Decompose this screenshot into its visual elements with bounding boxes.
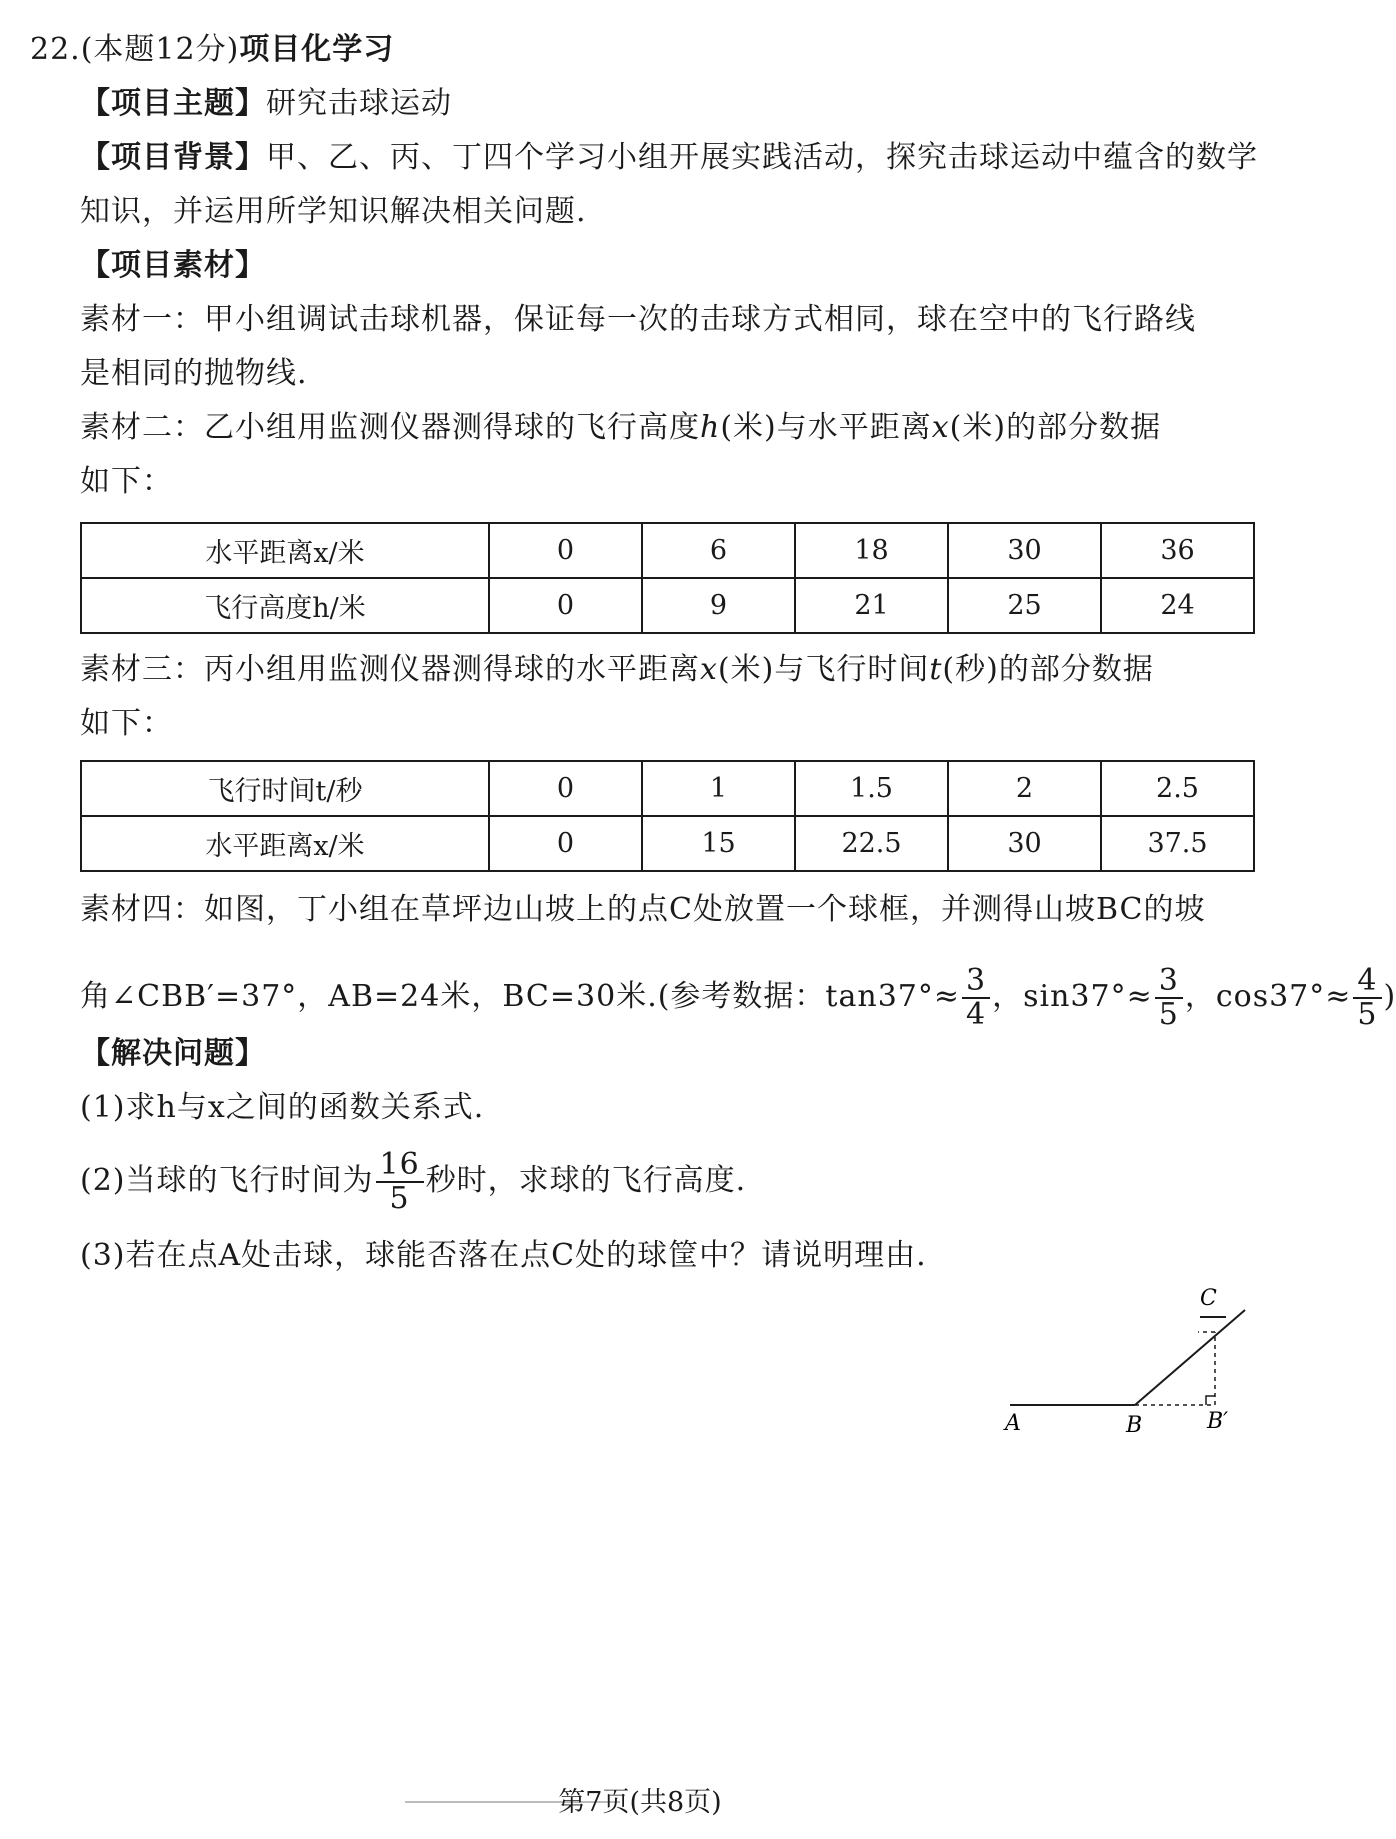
fraction-denominator: 5 [1357,997,1378,1032]
table-row-header: 水平距离x/米 [81,816,489,871]
material2-text-a: 素材二：乙小组用监测仪器测得球的飞行高度 [80,410,700,445]
material2-line-2: 如下： [80,464,173,499]
fraction-numerator: 16 [376,1149,424,1183]
material4-text-d: ) [1383,979,1396,1014]
table-row [81,761,1254,816]
fraction-denominator: 5 [1158,997,1179,1032]
question-type: 项目化学习 [239,32,395,67]
fraction-time [376,1149,424,1215]
table-cell: 36 [1101,523,1254,578]
label-c: C [1200,1286,1217,1311]
materials-label: 【项目素材】 [80,248,266,283]
table-cell: 2.5 [1101,761,1254,816]
table-cell: 1 [642,761,795,816]
material1-line-1: 素材一：甲小组调试击球机器，保证每一次的击球方式相同，球在空中的飞行路线 [80,302,1196,337]
question-header [30,30,394,70]
fraction-numerator: 4 [1353,965,1381,999]
fraction-numerator: 3 [962,965,990,999]
question-1: (1)求h与x之间的函数关系式. [80,1090,485,1125]
material2-text-b: (米)与水平距离 [720,410,932,445]
table-cell: 1.5 [795,761,948,816]
material4-line-2 [80,962,1396,1032]
material3-text-b: (米)与飞行时间 [717,652,930,687]
question-2 [80,1146,746,1216]
table-height-distance [80,522,1255,634]
background-text-1: 甲、乙、丙、丁四个学习小组开展实践活动，探究击球运动中蕴含的数学 [266,140,1258,175]
label-b: B [1126,1413,1143,1438]
material2-text-c: (米)的部分数据 [949,410,1162,445]
material4-text-c: ，cos37°≈ [1184,979,1352,1014]
table-cell: 22.5 [795,816,948,871]
right-angle-mark [1206,1396,1215,1405]
material1-line-2: 是相同的抛物线. [80,356,308,391]
table-cell: 30 [948,816,1101,871]
table-cell: 0 [489,578,642,633]
table-cell: 18 [795,523,948,578]
table-cell: 30 [948,523,1101,578]
table-cell: 9 [642,578,795,633]
fraction-tan [962,965,990,1031]
table-cell: 0 [489,761,642,816]
fraction-cos [1353,965,1381,1031]
topic-text: 研究击球运动 [266,86,452,121]
question-score: (本题12分) [80,32,240,67]
table-cell: 24 [1101,578,1254,633]
table-cell: 21 [795,578,948,633]
table-row-header: 飞行时间t/秒 [81,761,489,816]
table-row-header: 水平距离x/米 [81,523,489,578]
table-cell: 2 [948,761,1101,816]
fraction-sin [1155,965,1183,1031]
material3-line-1 [80,650,1154,690]
fraction-numerator: 3 [1155,965,1183,999]
fraction-denominator: 4 [966,997,987,1032]
question-3: (3)若在点A处击球，球能否落在点C处的球筐中？请说明理由. [80,1238,927,1273]
table-row [81,523,1254,578]
background-line-1 [80,138,1258,178]
table-cell: 37.5 [1101,816,1254,871]
label-b-prime: B′ [1207,1409,1229,1434]
material4-text-a: 角∠CBB′=37°，AB=24米，BC=30米.(参考数据：tan37°≈ [80,979,961,1014]
slope-line-bc [1135,1310,1245,1405]
table-cell: 25 [948,578,1101,633]
background-label: 【项目背景】 [80,140,266,175]
page-footer: 第7页(共8页) [558,1787,722,1818]
material3-text-a: 素材三：丙小组用监测仪器测得球的水平距离 [80,652,700,687]
question-number: 22. [30,32,81,67]
material4-line-1: 素材四：如图，丁小组在草坪边山坡上的点C处放置一个球框，并测得山坡BC的坡 [80,892,1206,927]
question-2-text-a: (2)当球的飞行时间为 [80,1163,374,1198]
table-row [81,578,1254,633]
question-2-text-b: 秒时，求球的飞行高度. [425,1163,747,1198]
topic-line [80,84,452,124]
fraction-denominator: 5 [389,1181,410,1216]
material3-line-2: 如下： [80,706,173,741]
label-a: A [1005,1411,1021,1436]
table-cell: 6 [642,523,795,578]
slope-diagram [990,1270,1260,1450]
background-line-2: 知识，并运用所学知识解决相关问题. [80,194,587,229]
table-cell: 0 [489,523,642,578]
topic-label: 【项目主题】 [80,86,266,121]
variable-x: x [700,652,718,687]
table-cell: 15 [642,816,795,871]
material2-line-1 [80,408,1161,448]
table-row-header: 飞行高度h/米 [81,578,489,633]
table-cell: 0 [489,816,642,871]
variable-x: x [931,410,950,445]
variable-h: h [700,410,721,445]
solve-label: 【解决问题】 [80,1036,266,1071]
table-distance-time [80,760,1255,872]
table-row [81,816,1254,871]
variable-t: t [929,652,943,687]
material4-text-b: ，sin37°≈ [992,979,1153,1014]
material3-text-c: (秒)的部分数据 [942,652,1154,687]
